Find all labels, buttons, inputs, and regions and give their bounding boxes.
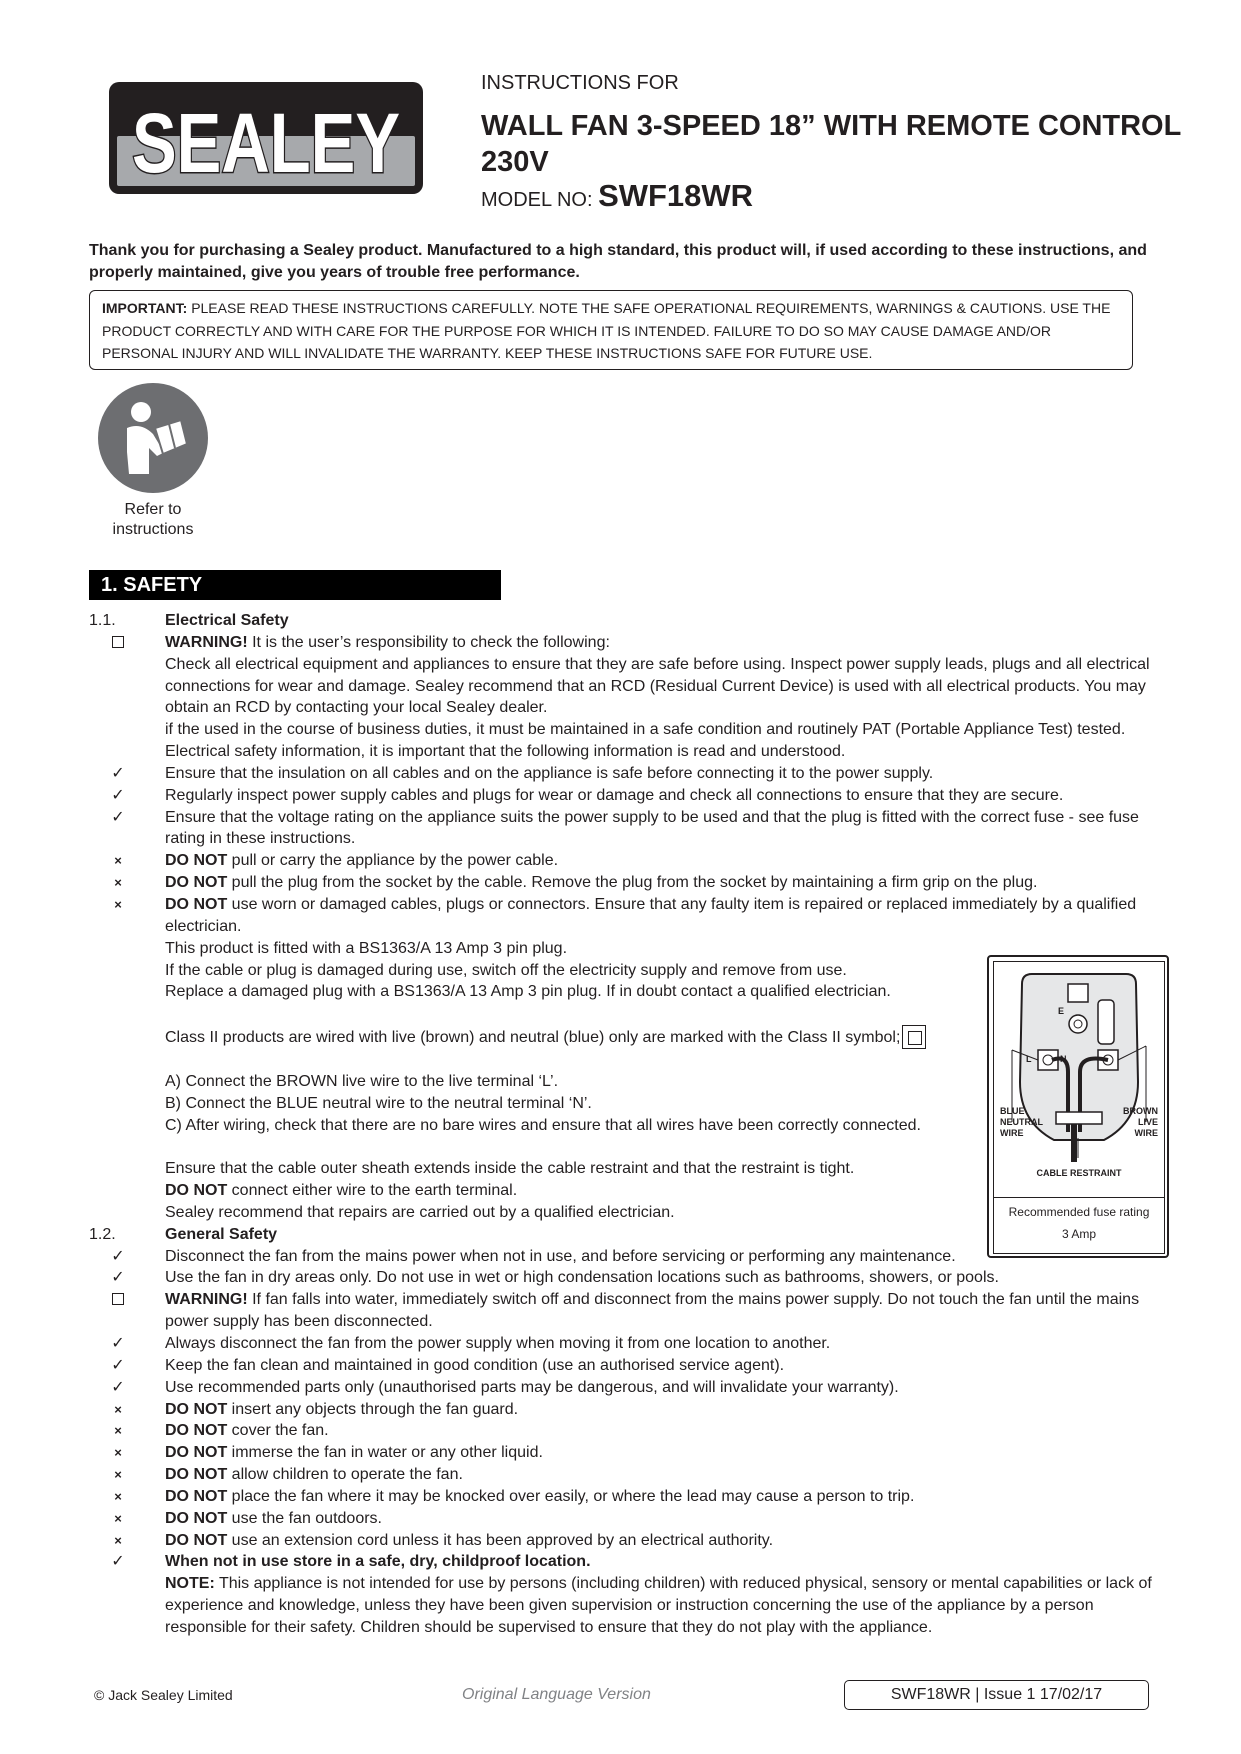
cross-icon: × <box>114 853 122 869</box>
do-not-item: × DO NOT use an extension cord unless it has been approved by an electrical authority. <box>89 1530 1169 1552</box>
subsection-title: General Safety <box>165 1225 278 1243</box>
check-icon: ✓ <box>111 1378 125 1396</box>
paragraph: Electrical safety information, it is important that the following information is read and understood. <box>165 743 846 761</box>
neutral-terminal-label: N <box>1060 1054 1067 1064</box>
language-version: Original Language Version <box>462 1686 651 1703</box>
note-paragraph: NOTE: This appliance is not intended for use by persons (including children) with reduced physical, sensory or mental capabilities or lack of experience and knowledge, unless they have been given supervision or instruction concerning the use of the appliance by a person responsible for their safety. Children should be supervised to ensure that they do not play with the appliance. <box>165 1575 1152 1636</box>
check-icon: ✓ <box>111 1356 125 1374</box>
do-not-item: × DO NOT pull the plug from the socket by the cable. Remove the plug from the socket by maintaining a firm grip on the plug. <box>89 872 1169 894</box>
subsection-title: Electrical Safety <box>165 612 289 629</box>
logo-text: SEALEY <box>132 96 400 190</box>
brown-live-wire-label: BROWN LIVE WIRE <box>1123 1106 1158 1138</box>
check-item: ✓ Keep the fan clean and maintained in good condition (use an authorised service agent). <box>89 1355 1169 1377</box>
check-item: ✓ Regularly inspect power supply cables and plugs for wear or damage and check all connections to ensure that they are secure. <box>89 785 1169 807</box>
paragraph: This product is fitted with a BS1363/A 13 Amp 3 pin plug. <box>165 939 568 957</box>
sealey-logo <box>107 80 425 196</box>
copyright: © Jack Sealey Limited <box>94 1687 233 1703</box>
live-terminal-label: L <box>1026 1054 1032 1064</box>
check-item: ✓ When not in use store in a safe, dry, childproof location. <box>89 1551 1169 1573</box>
model-line <box>481 178 753 214</box>
paragraph: Replace a damaged plug with a BS1363/A 13 Amp 3 pin plug. If in doubt contact a qualified electrician. <box>165 983 891 1001</box>
warning-item: WARNING! If fan falls into water, immediately switch off and disconnect from the mains power supply. Do not touch the fan until the mains power supply has been disconnected. <box>89 1289 1169 1333</box>
cross-icon: × <box>114 1467 122 1483</box>
product-title: WALL FAN 3-SPEED 18” WITH REMOTE CONTROL 230V <box>481 110 1181 178</box>
do-not-item: × DO NOT cover the fan. <box>89 1420 1169 1442</box>
do-not-item: × DO NOT place the fan where it may be knocked over easily, or where the lead may cause a person to trip. <box>89 1486 1169 1508</box>
plug-wiring-diagram <box>987 955 1169 1258</box>
check-item: ✓ Always disconnect the fan from the power supply when moving it from one location to another. <box>89 1333 1169 1355</box>
paragraph: If the cable or plug is damaged during use, switch off the electricity supply and remove from use. <box>165 961 847 979</box>
issue-box: SWF18WR | Issue 1 17/02/17 <box>844 1680 1149 1710</box>
fuse-rating-value: 3 Amp <box>1061 1227 1097 1241</box>
checkbox-icon <box>103 632 133 654</box>
checkbox-icon <box>103 1289 133 1311</box>
check-icon: ✓ <box>111 808 125 826</box>
check-icon: ✓ <box>111 1247 125 1265</box>
subsection-1-2: 1.2. General Safety <box>89 1225 278 1243</box>
check-icon: ✓ <box>111 786 125 804</box>
cross-icon: × <box>114 875 122 891</box>
plug-diagram-icon <box>994 962 1164 1192</box>
do-not-item: × DO NOT use the fan outdoors. <box>89 1508 1169 1530</box>
class-ii-symbol-icon <box>902 1025 926 1049</box>
cross-icon: × <box>114 1488 122 1504</box>
do-not-item: × DO NOT immerse the fan in water or any other liquid. <box>89 1442 1169 1464</box>
warning-item: WARNING! It is the user’s responsibility to check the following: <box>89 632 1169 654</box>
model-label: MODEL NO: <box>481 189 593 211</box>
subsection-1-1: 1.1. Electrical Safety <box>89 612 289 629</box>
do-not-item: × DO NOT pull or carry the appliance by the power cable. <box>89 850 1169 872</box>
paragraph: DO NOT connect either wire to the earth terminal. <box>165 1182 518 1200</box>
do-not-item: × DO NOT insert any objects through the fan guard. <box>89 1399 1169 1421</box>
wiring-step: C) After wiring, check that there are no bare wires and ensure that all wires have been correctly connected. <box>165 1116 921 1134</box>
check-item: ✓ Disconnect the fan from the mains power when not in use, and before servicing or performing any maintenance. <box>89 1246 1169 1268</box>
cable-restraint-label: CABLE RESTRAINT <box>1036 1168 1122 1178</box>
paragraph: Check all electrical equipment and appliances to ensure that they are safe before using. Inspect power supply leads, plugs and all electrical connections for wear and damage. Sealey recommend that an RCD (Residual Current Device) is used with all electrical products. You may obtain an RCD by contacting your local Sealey dealer. <box>165 655 1150 717</box>
check-icon: ✓ <box>111 1335 125 1352</box>
intro-text: Thank you for purchasing a Sealey product. Manufactured to a high standard, this product will, if used according to these instructions, and properly maintained, give you years of trouble free performance. <box>89 242 1147 281</box>
fuse-rating-label: Recommended fuse rating <box>1008 1205 1150 1219</box>
refer-caption: Refer to instructions <box>112 501 194 538</box>
check-icon: ✓ <box>111 1553 125 1571</box>
paragraph: Ensure that the cable outer sheath extends inside the cable restraint and that the restraint is tight. <box>165 1160 855 1178</box>
model-number: SWF18WR <box>598 178 754 213</box>
cross-icon: × <box>114 1423 122 1439</box>
divider <box>994 1197 1164 1198</box>
important-label: IMPORTANT: <box>102 300 188 316</box>
check-item: ✓ Ensure that the insulation on all cables and on the appliance is safe before connecting it to the power supply. <box>89 763 1169 785</box>
important-notice <box>89 290 1133 370</box>
check-icon: ✓ <box>111 1269 125 1287</box>
section-heading-safety: 1. SAFETY <box>89 570 501 600</box>
cross-icon: × <box>114 896 122 912</box>
do-not-item: × DO NOT allow children to operate the fan. <box>89 1464 1169 1486</box>
check-item: ✓ Use the fan in dry areas only. Do not use in wet or high condensation locations such as bathrooms, showers, or pools. <box>89 1267 1169 1289</box>
cross-icon: × <box>114 1401 122 1417</box>
important-text <box>102 297 1127 365</box>
instructions-for-label: INSTRUCTIONS FOR <box>481 72 679 94</box>
check-icon: ✓ <box>111 764 125 782</box>
wiring-step: B) Connect the BLUE neutral wire to the neutral terminal ‘N’. <box>165 1094 592 1112</box>
check-item: ✓ Ensure that the voltage rating on the appliance suits the power supply to be used and that the plug is fitted with the correct fuse - see fuse rating in these instructions. <box>89 807 1169 851</box>
check-item: ✓ Use recommended parts only (unauthorised parts may be dangerous, and will invalidate your warranty). <box>89 1377 1169 1399</box>
paragraph: if the used in the course of business duties, it must be maintained in a safe condition and routinely PAT (Portable Appliance Test) tested. <box>165 721 1126 739</box>
wiring-step: A) Connect the BROWN live wire to the live terminal ‘L’. <box>165 1072 559 1090</box>
cross-icon: × <box>114 1532 122 1548</box>
earth-terminal-label: E <box>1058 1006 1065 1016</box>
important-body: PLEASE READ THESE INSTRUCTIONS CAREFULLY. NOTE THE SAFE OPERATIONAL REQUIREMENTS, WARNINGS & CAUTIONS. USE THE PRODUCT CORRECTLY AND WITH CARE FOR THE PURPOSE FOR WHICH IT IS INTENDED. FAILURE TO DO SO MAY CAUSE DAMAGE AND/OR PERSONAL INJURY AND WILL INVALIDATE THE WARRANTY. KEEP THESE INSTRUCTIONS SAFE FOR FUTURE USE. <box>102 300 1111 361</box>
refer-to-instructions-icon <box>97 382 209 494</box>
blue-neutral-wire-label: BLUE NEUTRAL WIRE <box>1000 1106 1043 1138</box>
cross-icon: × <box>114 1445 122 1461</box>
cross-icon: × <box>114 1510 122 1526</box>
do-not-item: × DO NOT use worn or damaged cables, plugs or connectors. Ensure that any faulty item is repaired or replaced immediately by a qualified electrician. <box>89 894 1169 938</box>
paragraph: Sealey recommend that repairs are carried out by a qualified electrician. <box>165 1203 675 1221</box>
plug-diagram-inner <box>993 961 1165 1254</box>
class-ii-paragraph: Class II products are wired with live (brown) and neutral (blue) only are marked with the Class II symbol; <box>89 1025 1169 1049</box>
